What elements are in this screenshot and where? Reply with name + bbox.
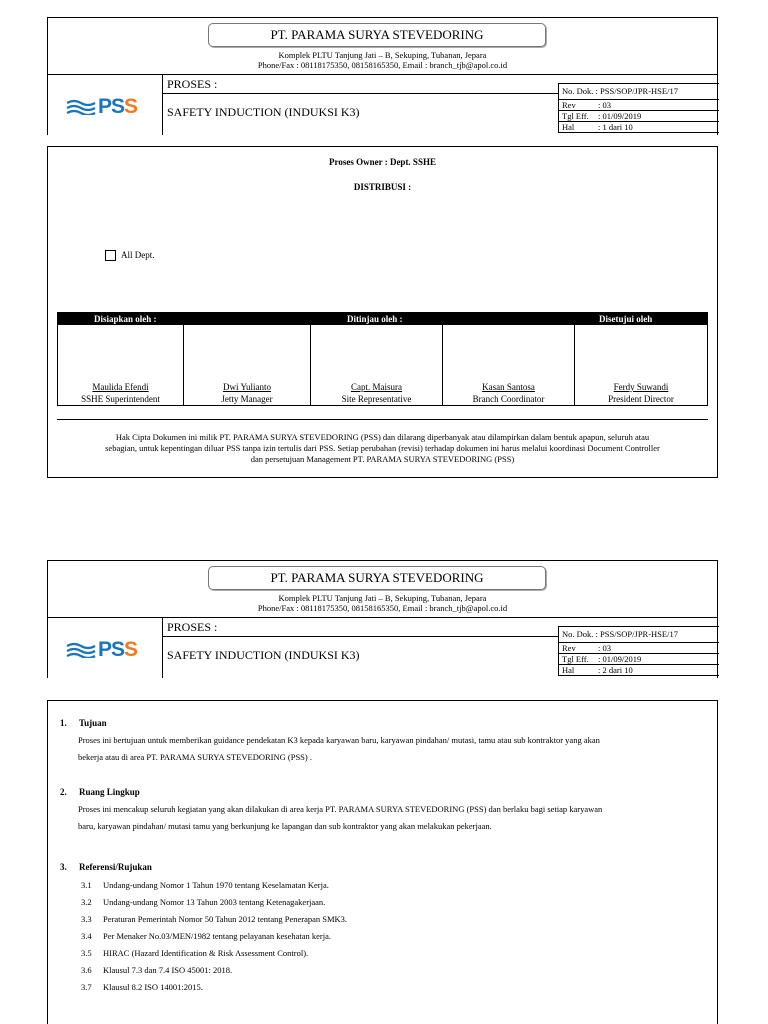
- divider: [57, 419, 708, 420]
- copyright-line: Hak Cipta Dokumen ini milik PT. PARAMA SURYA STEVEDORING (PSS) dan dilarang diperbanyak atau dilampirkan dalam bentuk apapun, seluruh atau: [115, 432, 650, 442]
- signatory-name: Dwi Yulianto: [223, 382, 271, 392]
- section-heading: [60, 787, 140, 797]
- address-line: Komplek PLTU Tanjung Jati – B, Sekuping, Tubanan, Jepara: [278, 50, 487, 60]
- copyright-notice: [54, 432, 711, 465]
- body-line: Proses ini bertujuan untuk memberikan guidance pendekatan K3 kepada karyawan baru, karyawan pindahan/ mutasi, tamu atau sub kontraktor yang akan: [78, 735, 600, 745]
- page-value: : 1 dari 10: [598, 122, 633, 132]
- contact-line: Phone/Fax : 08118175350, 08158165350, Email : branch_tjb@apol.co.id: [257, 603, 508, 613]
- signatory-cell: [575, 325, 707, 406]
- all-dept-label: All Dept.: [121, 250, 155, 260]
- copyright-line: sebagian, untuk kepentingan diluar PSS tanpa izin tertulis dari PSS. Setiap perubahan (revisi) terhadap dokumen ini harus melalui koordinasi Document Controller: [105, 443, 660, 453]
- signatory-name: Capt. Maisura: [351, 382, 402, 392]
- signatory-name: Ferdy Suwandi: [613, 382, 669, 392]
- reference-text: Peraturan Pemerintah Nomor 50 Tahun 2012 tentang Penerapan SMK3.: [103, 914, 348, 924]
- reference-item: [81, 914, 347, 924]
- doc-number: No. Dok. : PSS/SOP/JPR-HSE/17: [558, 626, 719, 643]
- waves-icon: [66, 642, 96, 658]
- content-section: [47, 700, 718, 1024]
- doc-rev: [558, 100, 719, 111]
- signatory-role: President Director: [608, 394, 674, 404]
- body-line: baru, karyawan pindahan/ mutasi tamu yang berkunjung ke lapangan dan sub kontraktor yang akan melakukan pekerjaan.: [78, 821, 492, 831]
- date-key: Tgl Eff.: [562, 111, 589, 121]
- company-address: [48, 593, 717, 613]
- process-title: SAFETY INDUCTION (INDUKSI K3): [167, 105, 360, 119]
- process-label: PROSES :: [167, 620, 218, 634]
- waves-icon: [66, 99, 96, 115]
- page1-header: [47, 17, 718, 135]
- section-title: Ruang Lingkup: [79, 787, 140, 797]
- doc-page: [558, 122, 719, 133]
- signatory-cell: [443, 325, 575, 406]
- process-row: [48, 75, 717, 135]
- signatory-role: Site Representative: [341, 394, 412, 404]
- page2-header: [47, 560, 718, 678]
- reference-item: [81, 948, 308, 958]
- reference-number: 3.4: [81, 931, 92, 941]
- reference-text: Undang-undang Nomor 13 Tahun 2003 tentang Ketenagakerjaan.: [103, 897, 326, 907]
- signatory-name: Maulida Efendi: [92, 382, 149, 392]
- process-divider: [163, 636, 558, 637]
- cover-section: [47, 146, 718, 478]
- rev-value: : 03: [598, 643, 611, 653]
- process-title: SAFETY INDUCTION (INDUKSI K3): [167, 648, 360, 662]
- pss-logo: [66, 95, 146, 119]
- pss-logo: [66, 638, 146, 662]
- all-dept-checkbox[interactable]: [105, 250, 116, 261]
- section-body: [78, 801, 709, 835]
- section-heading: [60, 862, 152, 872]
- logo-cell: [48, 618, 163, 678]
- process-label: PROSES :: [167, 77, 218, 91]
- reference-number: 3.2: [81, 897, 92, 907]
- body-line: Proses ini mencakup seluruh kegiatan yang akan dilakukan di area kerja PT. PARAMA SURYA STEVEDORING (PSS) dan berlaku bagi setiap karyawan: [78, 804, 603, 814]
- reference-text: HIRAC (Hazard Identification & Risk Assessment Control).: [103, 948, 309, 958]
- rev-key: Rev: [562, 100, 576, 110]
- doc-info: [558, 618, 719, 678]
- reference-number: 3.7: [81, 982, 92, 992]
- reference-item: [81, 931, 331, 941]
- doc-date: [558, 654, 719, 665]
- logo-cell: [48, 75, 163, 135]
- reference-text: Klausul 8.2 ISO 14001:2015.: [103, 982, 203, 992]
- prepared-header: Disiapkan oleh :: [94, 314, 157, 324]
- company-address: [48, 50, 717, 70]
- company-block: [48, 18, 717, 75]
- reference-item: [81, 880, 329, 890]
- copyright-line: dan persetujuan Management PT. PARAMA SURYA STEVEDORING (PSS): [250, 454, 515, 464]
- section-number: 2.: [60, 787, 67, 797]
- rev-key: Rev: [562, 643, 576, 653]
- company-name: PT. PARAMA SURYA STEVEDORING: [208, 566, 546, 590]
- signatory-role: Branch Coordinator: [472, 394, 545, 404]
- reference-item: [81, 897, 325, 907]
- signature-header: [58, 313, 707, 325]
- body-line: bekerja atau di area PT. PARAMA SURYA STEVEDORING (PSS) .: [78, 752, 312, 762]
- reference-item: [81, 965, 232, 975]
- process-owner: Proses Owner : Dept. SSHE: [329, 157, 436, 167]
- reviewed-header: Ditinjau oleh :: [347, 314, 403, 324]
- section-heading: [60, 718, 107, 728]
- approved-header: Disetujui oleh: [599, 314, 653, 324]
- section-title: Tujuan: [79, 718, 107, 728]
- process-row: [48, 618, 717, 678]
- doc-date: [558, 111, 719, 122]
- date-value: : 01/09/2019: [598, 111, 642, 121]
- company-block: [48, 561, 717, 618]
- process-divider: [163, 93, 558, 94]
- signatory-role: Jetty Manager: [221, 394, 273, 404]
- date-key: Tgl Eff.: [562, 654, 589, 664]
- signatory-cell: [184, 325, 311, 406]
- signatory-name: Kasan Santosa: [482, 382, 535, 392]
- doc-number: No. Dok. : PSS/SOP/JPR-HSE/17: [558, 83, 719, 100]
- contact-line: Phone/Fax : 08118175350, 08158165350, Email : branch_tjb@apol.co.id: [257, 60, 508, 70]
- section-title: Referensi/Rujukan: [79, 862, 152, 872]
- signature-table: [57, 312, 708, 406]
- page-key: Hal: [562, 122, 575, 132]
- reference-text: Per Menaker No.03/MEN/1982 tentang pelayanan kesehatan kerja.: [103, 931, 332, 941]
- distribution-title: DISTRIBUSI :: [353, 182, 412, 192]
- section-number: 3.: [60, 862, 67, 872]
- section-number: 1.: [60, 718, 67, 728]
- signatory-cell: [311, 325, 443, 406]
- address-line: Komplek PLTU Tanjung Jati – B, Sekuping, Tubanan, Jepara: [278, 593, 487, 603]
- process-cell: [163, 618, 558, 678]
- reference-number: 3.6: [81, 965, 92, 975]
- page-value: : 2 dari 10: [598, 665, 633, 675]
- logo-text: PSS: [98, 95, 138, 118]
- signatory-cell: [58, 325, 184, 406]
- doc-rev: [558, 643, 719, 654]
- rev-value: : 03: [598, 100, 611, 110]
- section-body: [78, 732, 709, 766]
- reference-text: Undang-undang Nomor 1 Tahun 1970 tentang Keselamatan Kerja.: [103, 880, 329, 890]
- logo-text: PSS: [98, 638, 138, 661]
- signatory-role: SSHE Superintendent: [81, 394, 160, 404]
- doc-page: [558, 665, 719, 676]
- doc-info: [558, 75, 719, 135]
- reference-number: 3.1: [81, 880, 92, 890]
- process-cell: [163, 75, 558, 135]
- company-name: PT. PARAMA SURYA STEVEDORING: [208, 23, 546, 47]
- reference-text: Klausul 7.3 dan 7.4 ISO 45001: 2018.: [103, 965, 233, 975]
- reference-number: 3.3: [81, 914, 92, 924]
- reference-item: [81, 982, 203, 992]
- date-value: : 01/09/2019: [598, 654, 642, 664]
- reference-number: 3.5: [81, 948, 92, 958]
- page-key: Hal: [562, 665, 575, 675]
